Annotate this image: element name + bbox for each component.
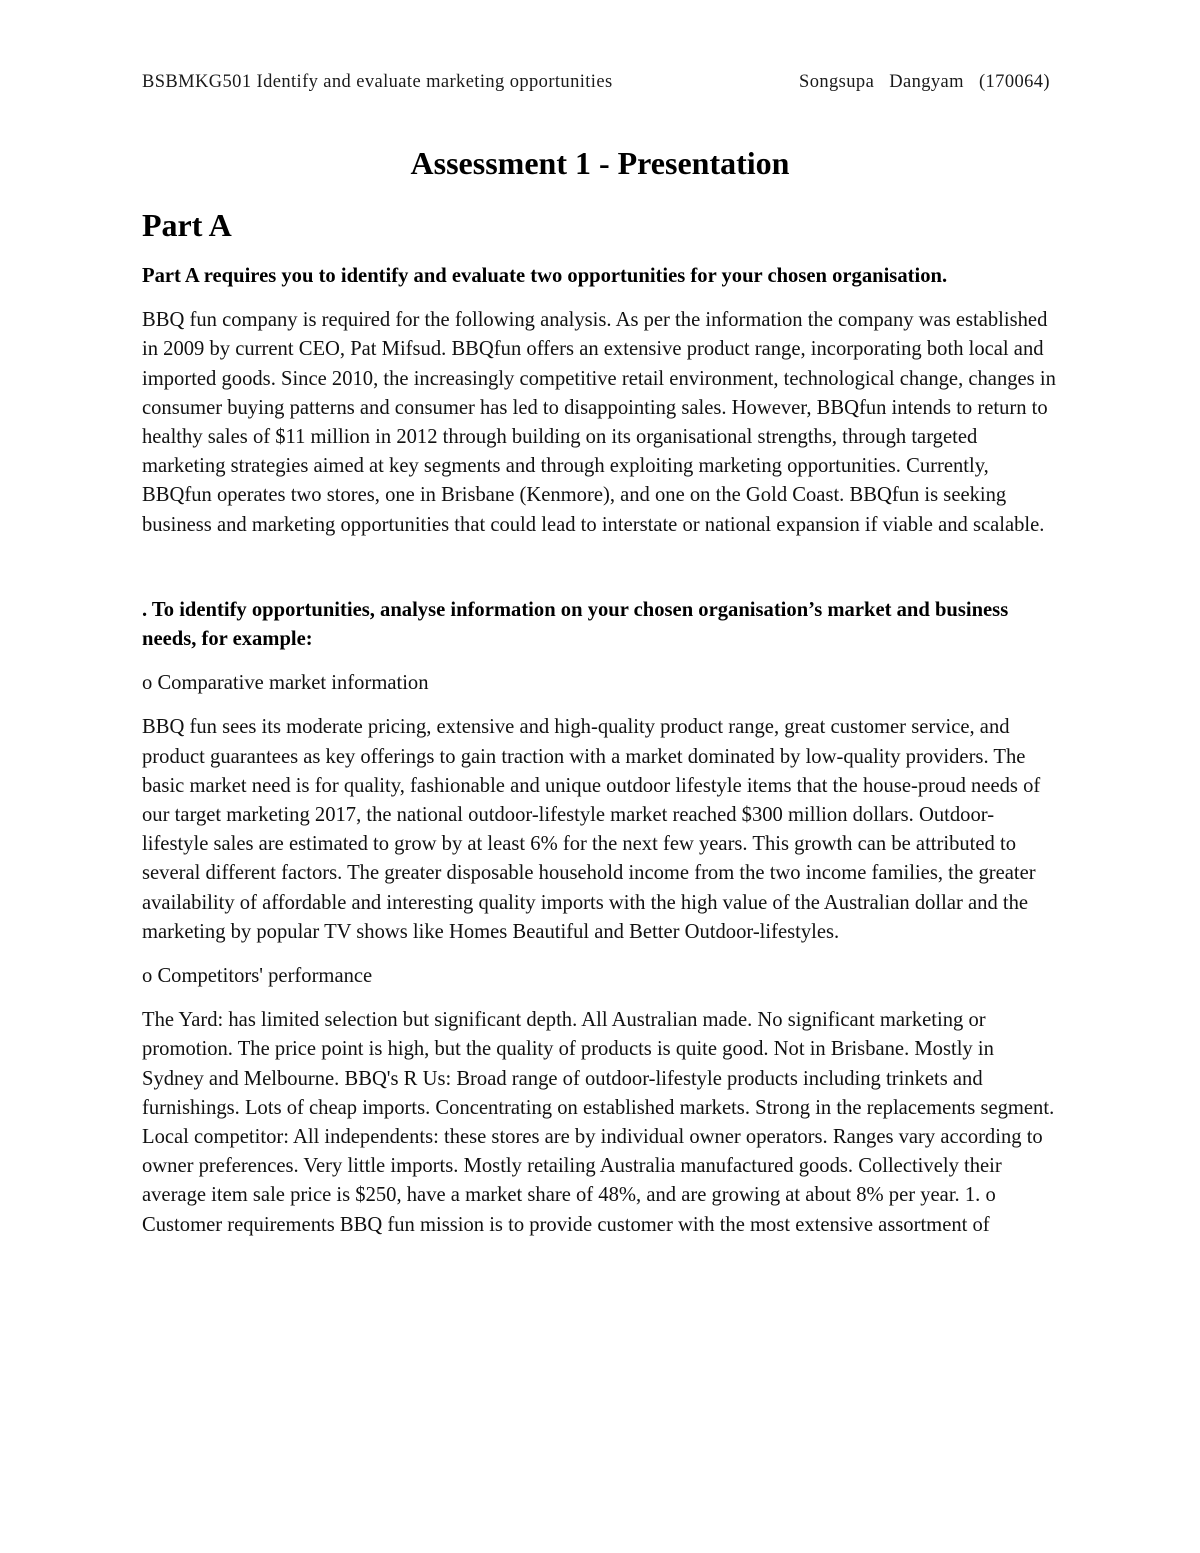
part-a-heading: Part A bbox=[142, 207, 232, 243]
competitors-paragraph: The Yard: has limited selection but significant depth. All Australian made. No significant marketing or promotion. The price point is high, but the quality of products is quite good. Not in Brisbane. Mostly in Sydney and Melbourne. BBQ's R Us: Broad range of outdoor-lifestyle products including trinkets and furnishings. Lots of cheap imports. Concentrating on established markets. Strong in the replacements segment. Local competitor: All independents: these stores are by individual owner operators. Ranges vary according to owner preferences. Very little imports. Mostly retailing Australia manufactured goods. Collectively their average item sale price is $250, have a market share of 48%, and are growing at about 8% per year. 1. o Customer requirements BBQ fun mission is to provide customer with the most extensive assortment of bbox=[142, 1009, 1055, 1236]
task-prompt: . To identify opportunities, analyse information on your chosen organisation’s market and business needs, for example: bbox=[142, 598, 1009, 651]
course-title: BSBMKG501 Identify and evaluate marketing opportunities bbox=[142, 72, 613, 92]
comparative-market-paragraph: BBQ fun sees its moderate pricing, extensive and high-quality product range, great customer service, and product guarantees as key offerings to gain traction with a market dominated by low-quality providers. The basic market need is for quality, fashionable and unique outdoor lifestyle items that the house-proud needs of our target marketing 2017, the national outdoor-lifestyle market reached $300 million dollars. Outdoor-lifestyle sales are estimated to grow by at least 6% for the next few years. This growth can be attributed to several different factors. The greater disposable household income from the two income families, the greater availability of affordable and interesting quality imports with the high value of the Australian dollar and the marketing by popular TV shows like Homes Beautiful and Better Outdoor-lifestyles. bbox=[142, 716, 1041, 943]
author-name: Songsupa Dangyam (170064) bbox=[799, 72, 1050, 92]
page-header bbox=[142, 72, 1050, 98]
intro-paragraph: BBQ fun company is required for the following analysis. As per the information the company was established in 2009 by current CEO, Pat Mifsud. BBQfun offers an extensive product range, incorporating both local and imported goods. Since 2010, the increasingly competitive retail environment, technological change, changes in consumer buying patterns and consumer has led to disappointing sales. However, BBQfun intends to return to healthy sales of $11 million in 2012 through building on its organisational strengths, through targeted marketing strategies aimed at key segments and through exploiting marketing opportunities. Currently, BBQfun operates two stores, one in Brisbane (Kenmore), and one on the Gold Coast. BBQfun is seeking business and marketing opportunities that could lead to interstate or national expansion if viable and scalable. bbox=[142, 309, 1056, 536]
subheading-competitors-performance: o Competitors' performance bbox=[142, 965, 373, 988]
instruction-text: Part A requires you to identify and evaluate two opportunities for your chosen organisation. bbox=[142, 265, 948, 287]
subheading-comparative-market: o Comparative market information bbox=[142, 672, 429, 695]
document-body bbox=[142, 262, 1058, 1255]
document-title: Assessment 1 - Presentation bbox=[410, 145, 790, 181]
